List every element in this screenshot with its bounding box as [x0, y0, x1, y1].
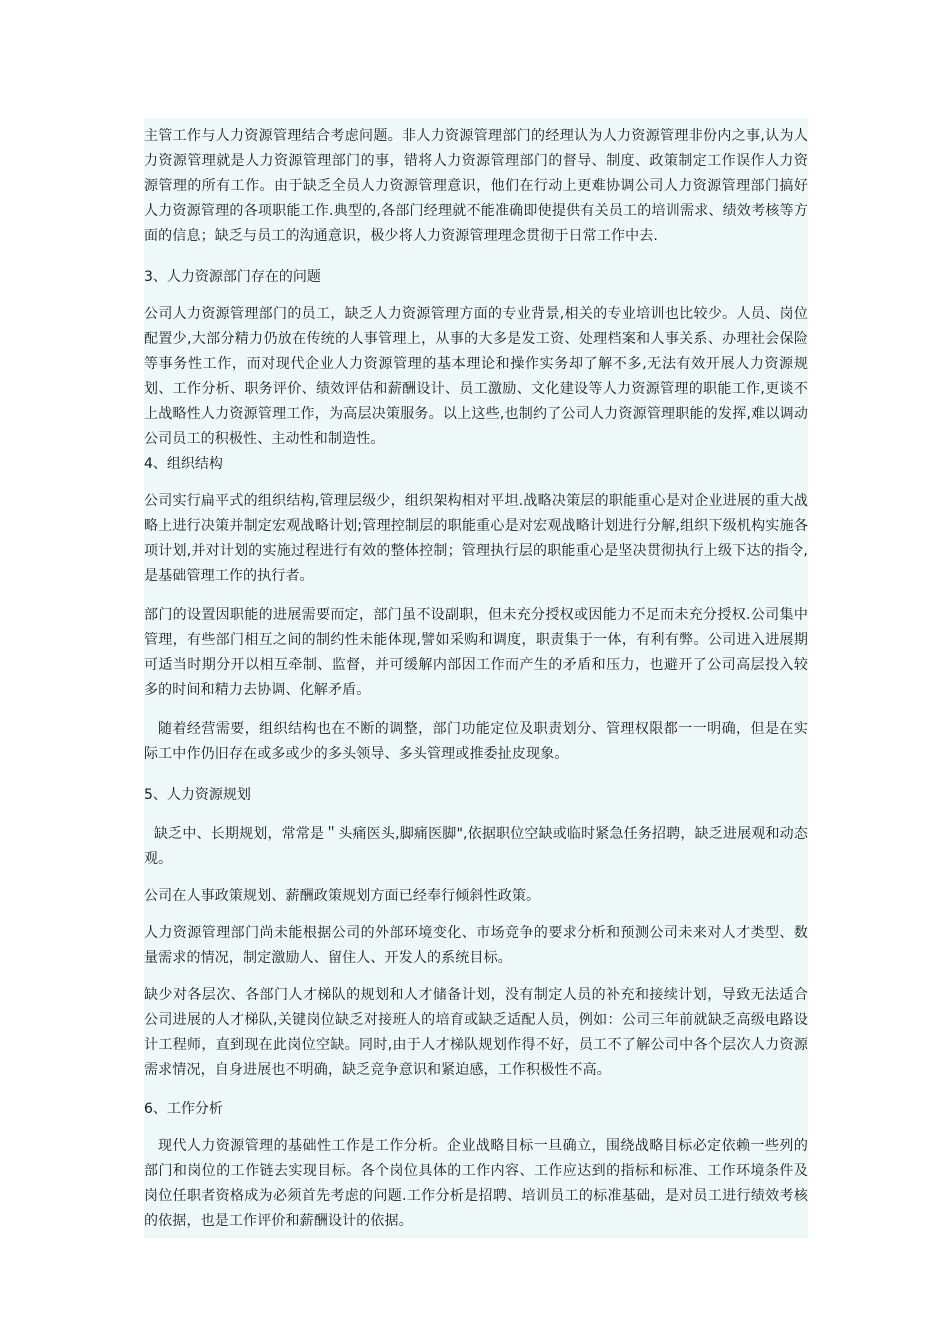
paragraph-talent-pipeline: 缺少对各层次、各部门人才梯队的规划和人才储备计划，没有制定人员的补充和接续计划，导致无法适合公司进展的人才梯队,关键岗位缺乏对接班人的培育或缺乏适配人员，例如：公司三年前就缺乏高级电路设计工程师，直到现在此岗位空缺。同时,由于人才梯队规划作得不好，员工不了解公司中各个层次人力资源需求情况，自身进展也不明确，缺乏竞争意识和紧迫感，工作积极性不高。 — [144, 987, 808, 1078]
paragraph-org-structure: 公司实行扁平式的组织结构,管理层级少，组织架构相对平坦.战略决策层的职能重心是对企业进展的重大战略上进行决策并制定宏观战略计划;管理控制层的职能重心是对宏观战略计划进行分解,组织下级机构实施各项计划,并对计划的实施过程进行有效的整体控制；管理执行层的职能重心是坚决贯彻执行上级下达的指令,是基础管理工作的执行者。 — [144, 493, 808, 584]
paragraph-department-setup: 部门的设置因职能的进展需要而定，部门虽不设副职，但未充分授权或因能力不足而未充分授权.公司集中管理，有些部门相互之间的制约性未能体现,譬如采购和调度，职责集于一体，有利有弊。公司进入进展期可适当时期分开以相互牵制、监督，并可缓解内部因工作而产生的矛盾和压力，也避开了公司高层投入较多的时间和精力去协调、化解矛盾。 — [144, 607, 808, 698]
paragraph-org-adjustment: 随着经营需要，组织结构也在不断的调整，部门功能定位及职责划分、管理权限都一一明确，但是在实际工中作仍旧存在或多或少的多头领导、多头管理或推委扯皮现象。 — [144, 721, 808, 762]
document-body — [144, 118, 808, 1238]
section-heading-3: 3、人力资源部门存在的问题 — [144, 269, 321, 285]
paragraph-planning-lack: 缺乏中、长期规划，常常是＂头痛医头,脚痛医脚",依据职位空缺或临时紧急任务招聘，缺乏进展观和动态观。 — [144, 826, 808, 867]
paragraph-hr-goals: 人力资源管理部门尚未能根据公司的外部环境变化、市场竞争的要求分析和预测公司未来对人才类型、数量需求的情况，制定激励人、留住人、开发人的系统目标。 — [144, 925, 808, 966]
paragraph-job-analysis: 现代人力资源管理的基础性工作是工作分析。企业战略目标一旦确立，围绕战略目标必定依赖一些列的部门和岗位的工作链去实现目标。各个岗位具体的工作内容、工作应达到的指标和标准、工作环境条件及岗位任职者资格成为必须首先考虑的问题.工作分析是招聘、培训员工的标准基础，是对员工进行绩效考核的依据，也是工作评价和薪酬设计的依据。 — [144, 1138, 808, 1229]
paragraph-hr-responsibility: 主管工作与人力资源管理结合考虑问题。非人力资源管理部门的经理认为人力资源管理非份内之事,认为人力资源管理就是人力资源管理部门的事，错将人力资源管理部门的督导、制度、政策制定工作误作人力资源管理的所有工作。由于缺乏全员人力资源管理意识，他们在行动上更难协调公司人力资源管理部门搞好人力资源管理的各项职能工作.典型的,各部门经理就不能准确即使提供有关员工的培训需求、绩效考核等方面的信息；缺乏与员工的沟通意识，极少将人力资源管理理念贯彻于日常工作中去. — [144, 128, 808, 244]
section-heading-4: 4、组织结构 — [144, 456, 223, 472]
paragraph-hr-department: 公司人力资源管理部门的员工，缺乏人力资源管理方面的专业背景,相关的专业培训也比较少。人员、岗位配置少,大部分精力仍放在传统的人事管理上，从事的大多是发工资、处理档案和人事关系、办理社会保险等事务性工作，而对现代企业人力资源管理的基本理论和操作实务却了解不多,无法有效开展人力资源规划、工作分析、职务评价、绩效评估和薪酬设计、员工激励、文化建设等人力资源管理的职能工作,更谈不上战略性人力资源管理工作，为高层决策服务。以上这些,也制约了公司人力资源管理职能的发挥,难以调动公司员工的积极性、主动性和制造性。 — [144, 306, 808, 447]
section-heading-6: 6、工作分析 — [144, 1101, 223, 1117]
paragraph-policy: 公司在人事政策规划、薪酬政策规划方面已经奉行倾斜性政策。 — [144, 888, 541, 904]
section-heading-5: 5、人力资源规划 — [144, 787, 251, 803]
